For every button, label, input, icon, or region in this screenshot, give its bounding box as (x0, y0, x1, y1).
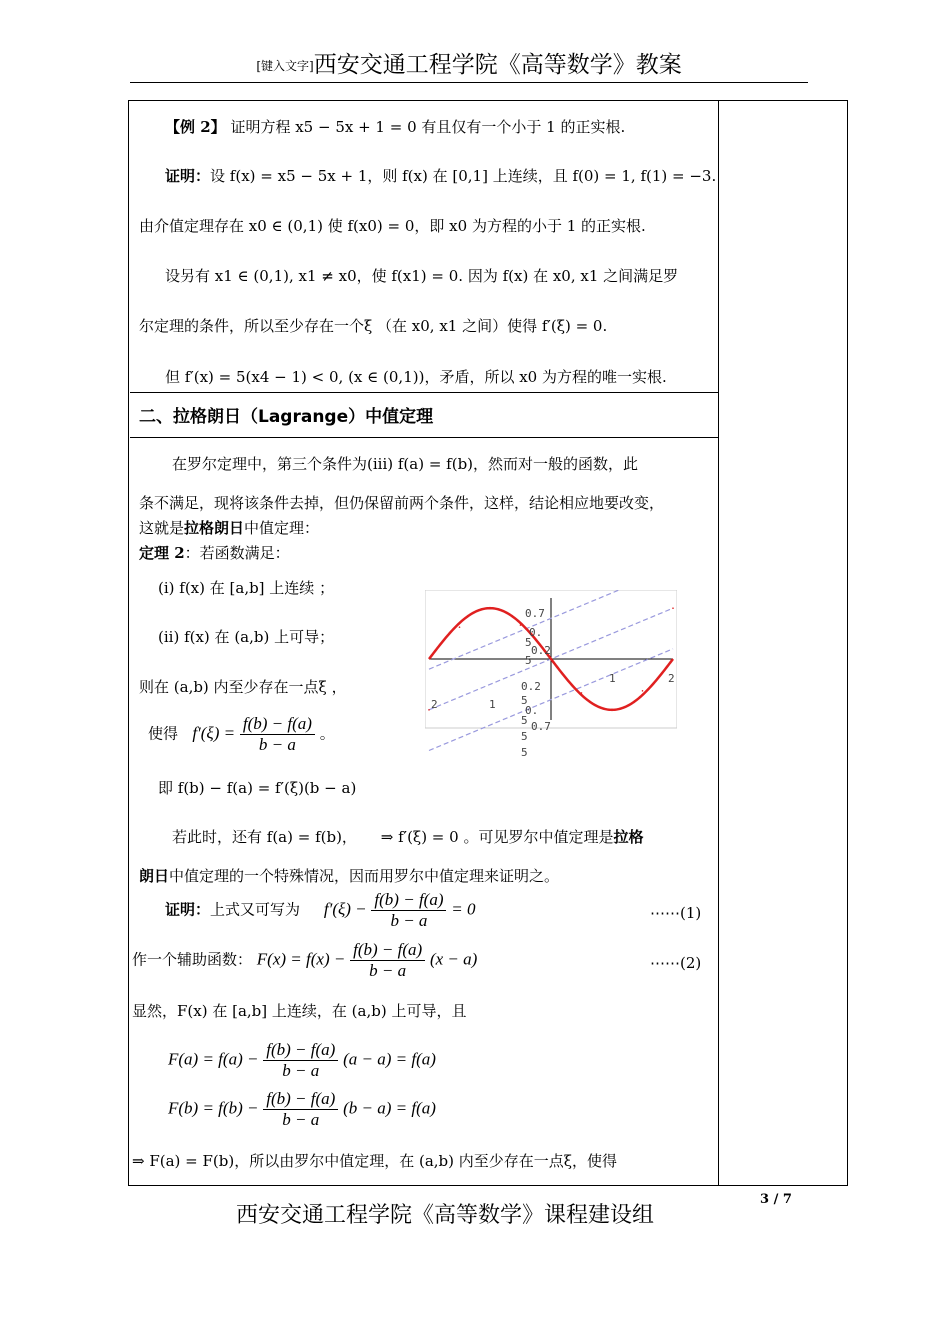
theorem2-intro: ：若函数满足： (184, 544, 290, 562)
fraction-numerator: f(b) − f(a) (371, 890, 446, 911)
example2-line4: 尔定理的条件，所以至少存在一个ξ （在 x0, x1 之间）使得 f′(ξ) = 0. (139, 317, 608, 335)
eq1-rhs: = 0 (451, 899, 476, 919)
theorem2-equivalent: 即 f(b) − f(a) = f′(ξ)(b − a) (158, 779, 357, 797)
Fb-fraction (263, 1089, 338, 1130)
theorem2-label: 定理 2 (139, 544, 185, 562)
data-point (581, 692, 583, 694)
theorem2-formula (148, 714, 335, 755)
proof-text: 上式又可写为 (210, 900, 301, 919)
intro-line3-post: 中值定理： (244, 519, 320, 537)
intro-line3-pre: 这就是 (139, 519, 185, 537)
equation-tag-2: ⋯⋯(2) (650, 954, 702, 972)
equation-tag-1: ⋯⋯(1) (650, 904, 702, 922)
y-tick-label: 5 (525, 654, 532, 667)
y-tick-label: 0. (525, 704, 539, 717)
special-line2-rest: 中值定理的一个特殊情况，因而用罗尔中值定理来证明之。 (169, 867, 560, 885)
y-tick-label: 5 (525, 636, 532, 649)
special-line2 (139, 866, 559, 886)
Fa-fraction (263, 1040, 338, 1081)
row-divider (130, 437, 718, 438)
fraction-denominator: b − a (390, 911, 428, 930)
intro-line2: 条不满足，现将该条件去掉，但仍保留前两个条件，这样，结论相应地要改变， (139, 494, 665, 512)
auxiliary-function (132, 940, 477, 981)
proof-equation-1 (165, 890, 476, 931)
example2-line3: 设另有 x1 ∈ (0,1), x1 ≠ x0，使 f(x1) = 0. 因为 f(x) 在 x0, x1 之间满足罗 (165, 267, 679, 285)
eq1-fraction (371, 890, 446, 931)
page-header (130, 46, 808, 83)
aux-text: 作一个辅助函数： (132, 950, 253, 969)
special-line1-b: ⇒ f′(ξ) = 0 。可见罗尔中值定理是 (380, 828, 614, 846)
y-tick-label: 0.7 (525, 607, 545, 620)
header-placeholder: [键入文字] (256, 59, 314, 73)
y-tick-label: 0.2 (521, 680, 541, 693)
page-number: 3 / 7 (760, 1192, 792, 1207)
Fa-rhs: (a − a) = f(a) (343, 1049, 436, 1069)
x-tick-label: 1 (609, 672, 616, 685)
intro-line3-bold: 拉格朗日 (184, 519, 245, 537)
proof-last-line: ⇒ F(a) = F(b)，所以由罗尔中值定理，在 (a,b) 内至少存在一点ξ，使得 (132, 1152, 618, 1170)
fraction-numerator: f(b) − f(a) (240, 714, 315, 735)
fraction-numerator: f(b) − f(a) (350, 940, 425, 961)
margin-column-divider (718, 100, 719, 1186)
Fb-rhs: (b − a) = f(a) (343, 1098, 436, 1118)
theorem2-condition-1: (i) f(x) 在 [a,b] 上连续 ； (158, 579, 335, 597)
x-tick-label: 2 (668, 672, 675, 685)
special-line1-a: 若此时，还有 f(a) = f(b)， (172, 828, 357, 846)
theorem2-condition-2: (ii) f(x) 在 (a,b) 上可导； (158, 628, 335, 646)
example2-label: 【例 2】 (165, 118, 226, 136)
y-tick-label: 5 (521, 714, 528, 727)
example2-proof-line1: 设 f(x) = x5 − 5x + 1，则 f(x) 在 [0,1] 上连续，且 f(0) = 1, f(1) = −3. (210, 167, 717, 185)
theorem2-lhs: f′(ξ) = (192, 723, 236, 743)
y-tick-label: 5 (521, 746, 528, 759)
data-point (489, 607, 491, 609)
example2-statement: 证明方程 x5 − 5x + 1 = 0 有且仅有一个小于 1 的正实根. (230, 118, 626, 136)
theorem2-conclusion: 则在 (a,b) 内至少存在一点ξ ， (139, 678, 347, 696)
y-tick-label: 0.2 (531, 644, 551, 657)
data-point (459, 626, 461, 628)
intro-line1: 在罗尔定理中，第三个条件为(iii) f(a) = f(b)，然而对一般的函数，此 (172, 455, 639, 473)
fraction-denominator: b − a (369, 961, 407, 980)
Fa-lhs: F(a) = f(a) − (168, 1049, 259, 1069)
special-line2-bold: 朗日 (139, 867, 170, 885)
data-point (611, 709, 613, 711)
theorem2-heading (139, 543, 290, 563)
aux-rhs: (x − a) (429, 949, 478, 969)
page-footer: 西安交通工程学院《高等数学》课程建设组 (235, 1203, 654, 1228)
data-point (550, 658, 552, 660)
theorem2-such-that: 使得 (148, 724, 179, 743)
example2-proof-label: 证明： (165, 167, 211, 185)
eq1-lhs: f′(ξ) − (323, 899, 367, 919)
F-of-b-equation (168, 1089, 436, 1130)
example2-line5: 但 f′(x) = 5(x4 − 1) < 0, (x ∈ (0,1))，矛盾，所以 x0 为方程的唯一实根. (165, 368, 667, 386)
y-tick-label: 0. (529, 626, 543, 639)
special-line1 (172, 827, 643, 847)
fraction-numerator: f(b) − f(a) (263, 1040, 338, 1061)
x-tick-label: 2 (431, 698, 438, 711)
example2-line2: 由介值定理存在 x0 ∈ (0,1) 使 f(x0) = 0，即 x0 为方程的小于 1 的正实根. (139, 217, 646, 235)
section-title: 二、拉格朗日（Lagrange）中值定理 (139, 407, 434, 427)
example2-proof-line (165, 166, 716, 186)
data-point (642, 690, 644, 692)
aux-lhs: F(x) = f(x) − (256, 949, 346, 969)
data-point (520, 624, 522, 626)
aux-fraction (350, 940, 425, 981)
F-of-a-equation (168, 1040, 436, 1081)
example2-statement-line (165, 117, 625, 137)
proof-label: 证明： (165, 900, 211, 919)
intro-line3 (139, 518, 319, 538)
row-divider (130, 392, 718, 393)
y-tick-label: 5 (521, 694, 528, 707)
difference-quotient (240, 714, 315, 755)
header-title: 西安交通工程学院《高等数学》教案 (313, 52, 682, 78)
y-tick-label: 5 (521, 730, 528, 743)
y-tick-label: 0.7 (531, 720, 551, 733)
fraction-denominator: b − a (282, 1061, 320, 1080)
data-point (428, 709, 430, 711)
special-line1-bold: 拉格 (613, 828, 644, 846)
function-graph (425, 590, 677, 762)
Fb-lhs: F(b) = f(b) − (168, 1098, 259, 1118)
fraction-numerator: f(b) − f(a) (263, 1089, 338, 1110)
fraction-denominator: b − a (258, 735, 296, 754)
data-point (672, 607, 674, 609)
proof-obvious: 显然，F(x) 在 [a,b] 上连续，在 (a,b) 上可导，且 (132, 1002, 467, 1020)
theorem2-end: 。 (319, 724, 335, 743)
x-tick-label: 1 (489, 698, 496, 711)
fraction-denominator: b − a (282, 1110, 320, 1129)
